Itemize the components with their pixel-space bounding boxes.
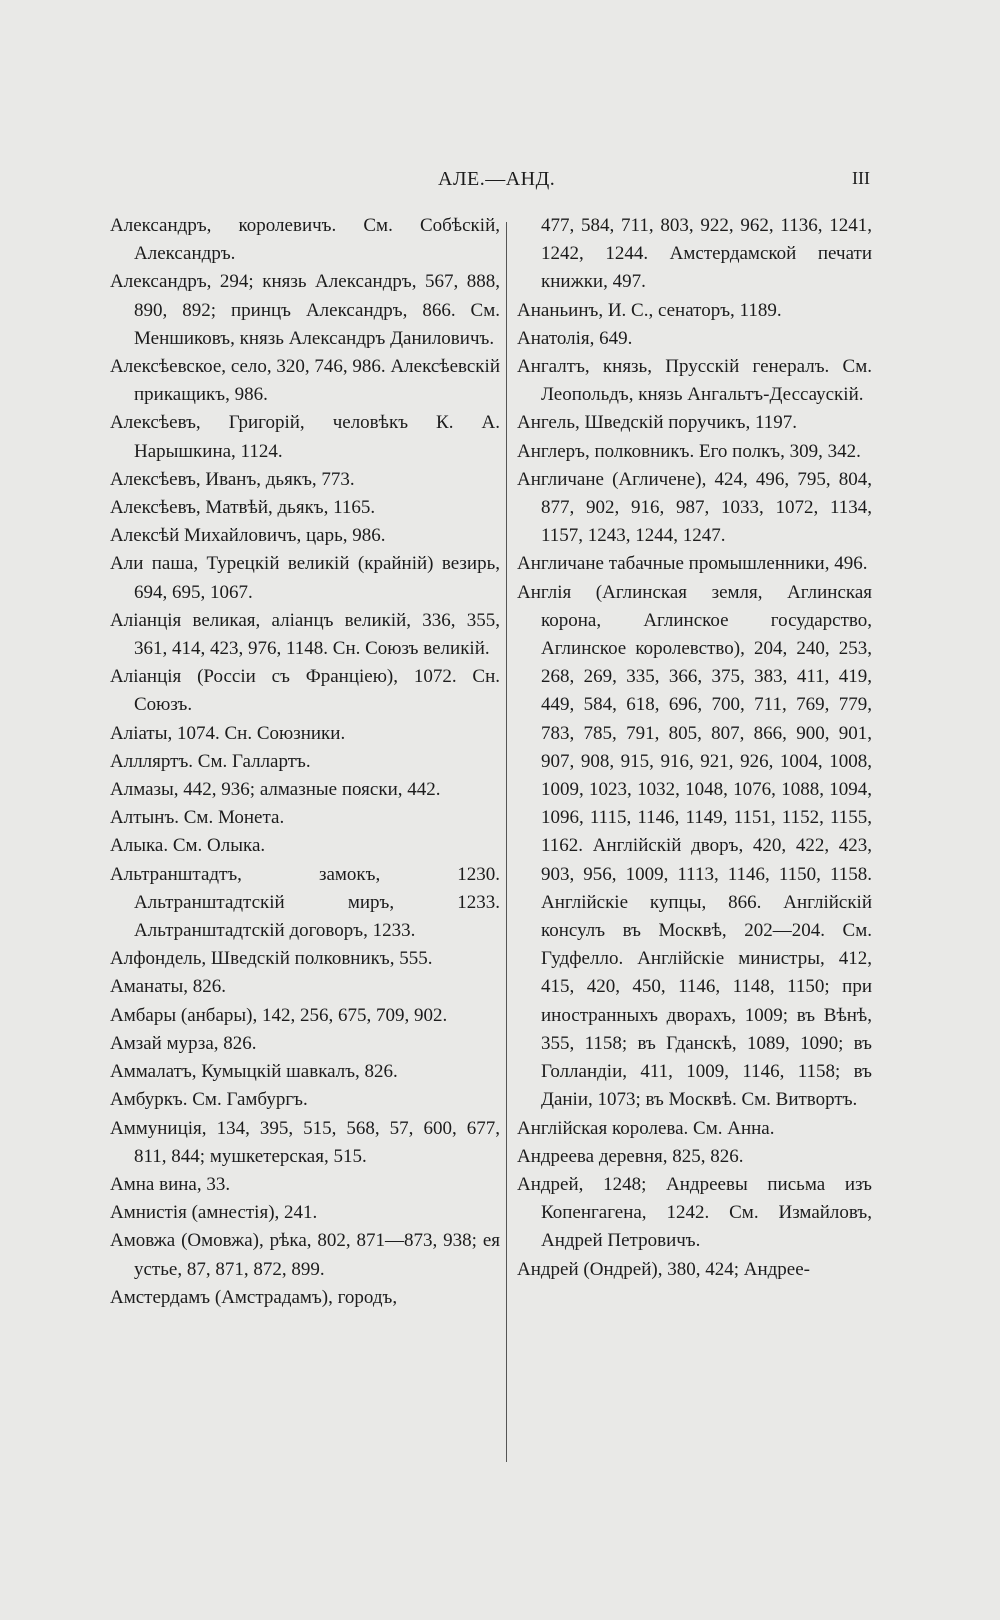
index-entry: Англеръ, полковникъ. Его полкъ, 309, 342. — [517, 440, 861, 462]
index-entry: Алексѣевъ, Иванъ, дьякъ, 773. — [110, 468, 355, 490]
index-entry: Англичане табачные промышленники, 496. — [517, 553, 868, 575]
index-entry: Алексѣй Михайловичъ, царь, 986. — [110, 525, 386, 547]
index-entry: Аммуниція, 134, 395, 515, 568, 57, 600, 677, 811, 844; мушкетерская, 515. — [110, 1117, 500, 1167]
index-entry: Аллляртъ. См. Галлартъ. — [110, 750, 311, 772]
index-entry: Амнистія (амнестія), 241. — [110, 1202, 318, 1224]
index-entry: Аммалатъ, Кумыцкій шавкалъ, 826. — [110, 1061, 398, 1083]
index-entry: Амна вина, 33. — [110, 1173, 231, 1195]
index-entry: Амзай мурза, 826. — [110, 1032, 257, 1054]
index-entry: Андрей (Ондрей), 380, 424; Андрее- — [517, 1258, 810, 1280]
left-column — [110, 212, 500, 1312]
index-entry: Амбары (анбары), 142, 256, 675, 709, 902. — [110, 1004, 448, 1026]
running-head: АЛЕ.—АНД. — [438, 168, 556, 190]
index-entry: Ангалтъ, князь, Прусскій генералъ. См. Леопольдъ, князь Ангальтъ-Дессаускій. — [517, 356, 872, 406]
index-entry: Алфондель, Шведскій полковникъ, 555. — [110, 948, 433, 970]
index-entry: Алмазы, 442, 936; алмазные пояски, 442. — [110, 779, 441, 801]
index-entry: Аліаты, 1074. Сн. Союзники. — [110, 722, 346, 744]
index-entry-continuation: 477, 584, 711, 803, 922, 962, 1136, 1241, 1242, 1244. Амстердамской печати книжки, 497. — [541, 215, 872, 293]
page-number: III — [852, 168, 870, 188]
index-entry: Андрей, 1248; Андреевы письма изъ Копенгагена, 1242. См. Измайловъ, Андрей Петровичъ. — [517, 1173, 872, 1252]
index-entry: Англія (Аглинская земля, Аглинская корона, Аглинское государство, Аглинское королевство), 204, 240, 253, 268, 269, 335, 366, 375, 383, 411, 419, 449, 584, 618, 696, 700, 711, 769, 779, 783, 785, 791, 805, 807, 866, 900, 901, 907, 908, 915, 916, 921, 926, 1004, 1008, 1009, 1023, 1032, 1048, 1076, 1088, 1094, 1096, 1115, 1146, 1149, 1151, 1152, 1155, 1162. Англійскій дворъ, 420, 422, 423, 903, 956, 1009, 1113, 1146, 1150, 1158. Англійскіе купцы, 866. Англійскій консулъ въ Москвѣ, 202—204. См. Гудфелло. Англійскіе министры, 412, 415, 420, 450, 1146, 1148, 1150; при иностранныхъ дворахъ, 1009; въ Вѣнѣ, 355, 1158; въ Гданскѣ, 1089, 1090; въ Голландіи, 411, 1009, 1146, 1158; въ Даніи, 1073; въ Москвѣ. См. Витвортъ. — [517, 581, 872, 1111]
page-header — [0, 168, 1000, 196]
index-entry: Альтранштадтъ, замокъ, 1230. Альтранштадтскій миръ, 1233. Альтранштадтскій договоръ, 1233. — [110, 863, 500, 942]
index-entry: Александръ, королевичъ. См. Собѣскій, Александръ. — [110, 215, 500, 265]
index-entry: Аліанція великая, аліанцъ великій, 336, 355, 361, 414, 423, 976, 1148. Сн. Союзъ великій. — [110, 609, 500, 660]
index-entry: Алтынъ. См. Монета. — [110, 807, 285, 829]
index-entry: Али паша, Турецкій великій (крайній) везирь, 694, 695, 1067. — [110, 553, 500, 603]
index-entry: Ангель, Шведскій поручикъ, 1197. — [517, 412, 797, 434]
index-entry: Ананьинъ, И. С., сенаторъ, 1189. — [517, 299, 782, 321]
index-entry: Амбуркъ. См. Гамбургъ. — [110, 1089, 308, 1111]
index-entry: Александръ, 294; князь Александръ, 567, 888, 890, 892; принцъ Александръ, 866. См. Меншиковъ, князь Александръ Даниловичъ. — [110, 271, 500, 349]
index-entry: Алыка. См. Олыка. — [110, 835, 266, 857]
index-entry: Алексѣевъ, Матвѣй, дьякъ, 1165. — [110, 497, 376, 519]
column-divider — [506, 222, 507, 1462]
index-entry: Анатолія, 649. — [517, 327, 633, 349]
index-entry: Амстердамъ (Амстрадамъ), городъ, — [110, 1286, 398, 1308]
index-entry: Алексѣевское, село, 320, 746, 986. Алексѣевскій прикащикъ, 986. — [110, 356, 500, 406]
index-entry: Англійская королева. См. Анна. — [517, 1117, 775, 1139]
index-entry: Англичане (Агличене), 424, 496, 795, 804, 877, 902, 916, 987, 1033, 1072, 1134, 1157, 1243, 1244, 1247. — [517, 468, 872, 547]
index-entry: Аліанція (Россіи съ Франціею), 1072. Сн. Союзъ. — [110, 666, 500, 716]
right-column — [517, 212, 872, 1284]
index-entry: Аманаты, 826. — [110, 976, 226, 998]
index-entry: Алексѣевъ, Григорій, человѣкъ К. А. Нарышкина, 1124. — [110, 412, 500, 462]
index-entry: Андреева деревня, 825, 826. — [517, 1145, 744, 1167]
index-entry: Амовжа (Омовжа), рѣка, 802, 871—873, 938; ея устье, 87, 871, 872, 899. — [110, 1230, 500, 1280]
